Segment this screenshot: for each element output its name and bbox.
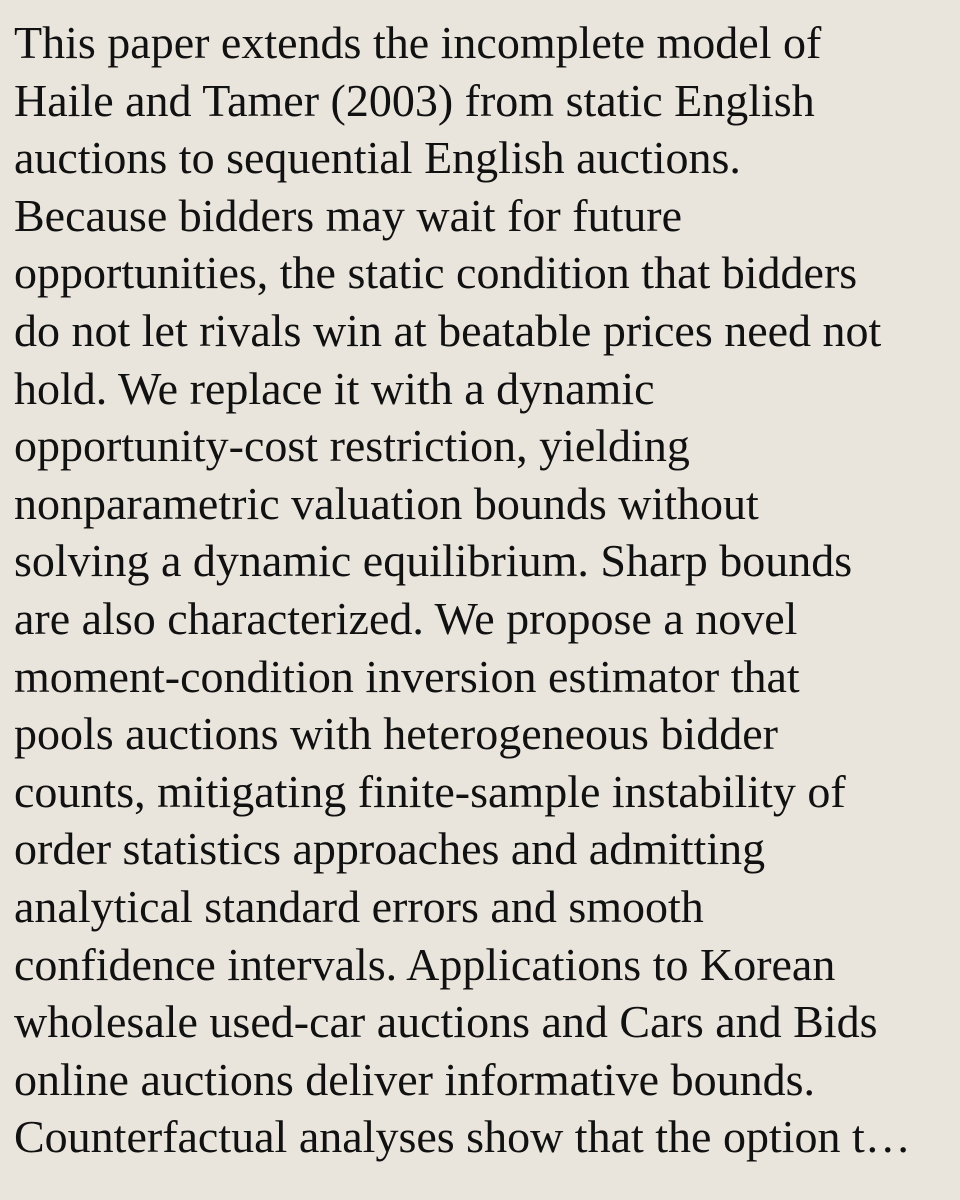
abstract-text [14, 14, 954, 1166]
abstract-line: wholesale used-car auctions and Cars and Bids [14, 996, 878, 1048]
abstract-line: Because bidders may wait for future [14, 189, 683, 241]
abstract-line: auctions to sequential English auctions. [14, 132, 741, 184]
abstract-line: solving a dynamic equilibrium. Sharp bounds [14, 535, 853, 587]
abstract-line: do not let rivals win at beatable prices need not [14, 304, 882, 356]
abstract-line-truncated: Counterfactual analyses show that the option t… [14, 1111, 911, 1163]
abstract-line: order statistics approaches and admitting [14, 823, 766, 875]
abstract-line: moment-condition inversion estimator that [14, 650, 800, 702]
abstract-line: Haile and Tamer (2003) from static English [14, 74, 815, 126]
abstract-line: hold. We replace it with a dynamic [14, 362, 655, 414]
abstract-line: opportunity-cost restriction, yielding [14, 420, 690, 472]
abstract-line: analytical standard errors and smooth [14, 880, 704, 932]
abstract-line: This paper extends the incomplete model of [14, 17, 822, 68]
abstract-line: opportunities, the static condition that bidders [14, 247, 858, 299]
abstract-line: counts, mitigating finite-sample instability of [14, 765, 846, 817]
abstract-line: confidence intervals. Applications to Korean [14, 938, 836, 990]
abstract-line: nonparametric valuation bounds without [14, 477, 759, 529]
abstract-line: are also characterized. We propose a novel [14, 592, 798, 644]
abstract-line: pools auctions with heterogeneous bidder [14, 708, 778, 760]
abstract-line: online auctions deliver informative bounds. [14, 1053, 815, 1105]
